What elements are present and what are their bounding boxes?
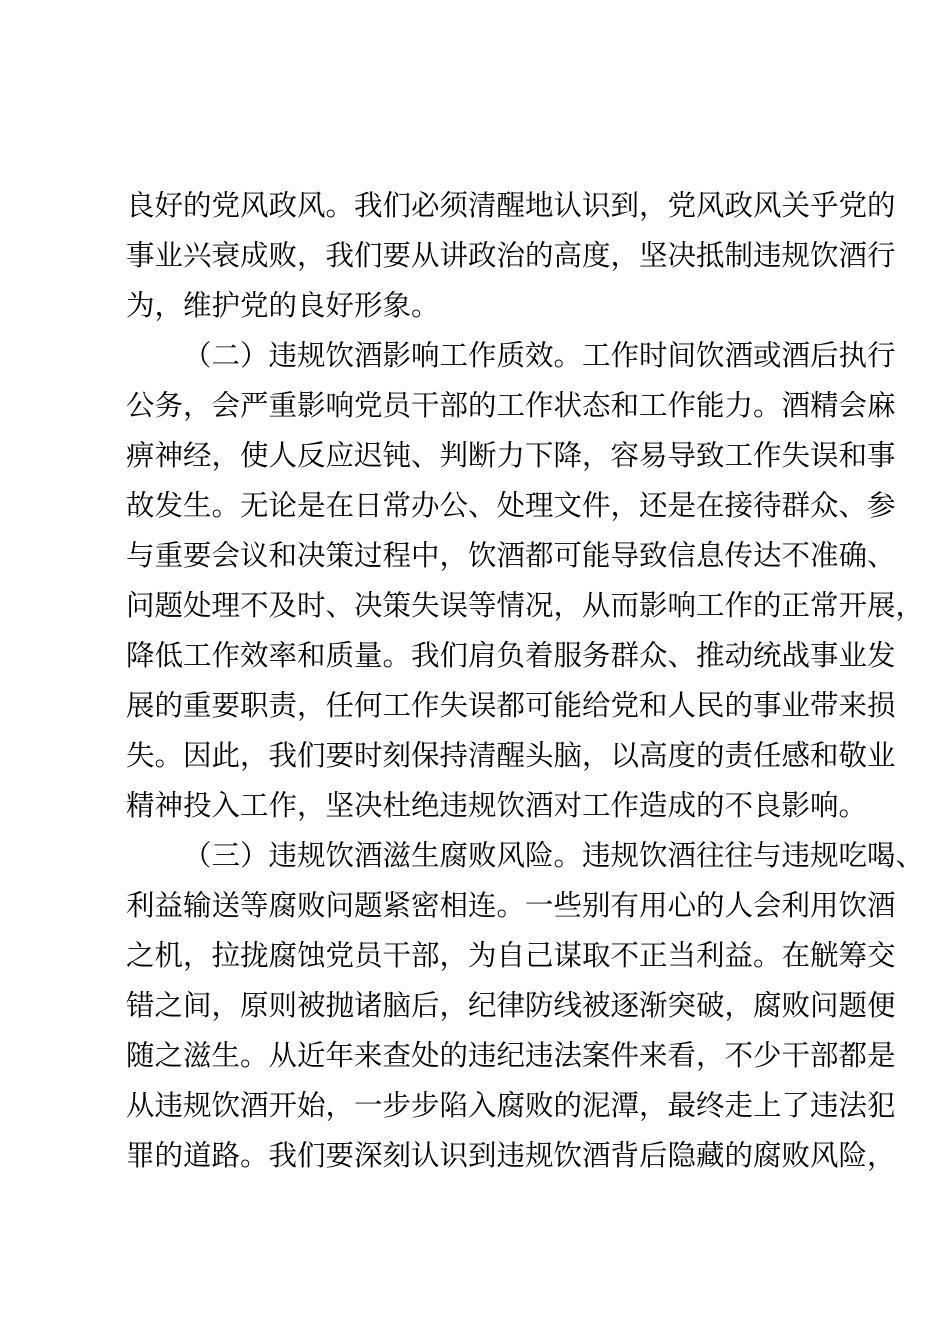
text-line: 降低工作效率和质量。我们肩负着服务群众、推动统战事业发 [126,639,896,672]
paragraph-corruption-risk [126,831,925,1181]
text-line: 问题处理不及时、决策失误等情况，从而影响工作的正常开展， [126,589,925,622]
text-line: 与重要会议和决策过程中，饮酒都可能导致信息传达不准确、 [126,539,896,572]
text-line: 良好的党风政风。我们必须清醒地认识到，党风政风关乎党的 [126,189,896,222]
text-line: 利益输送等腐败问题紧密相连。一些别有用心的人会利用饮酒 [126,889,896,922]
text-line: 之机，拉拢腐蚀党员干部，为自己谋取不正当利益。在觥筹交 [126,939,896,972]
text-line: 失。因此，我们要时刻保持清醒头脑，以高度的责任感和敬业 [126,739,896,772]
text-line: 精神投入工作，坚决杜绝违规饮酒对工作造成的不良影响。 [126,789,868,822]
document-body [126,181,925,1181]
section-heading-line: （二）违规饮酒影响工作质效。工作时间饮酒或酒后执行 [183,339,896,372]
text-line: 为，维护党的良好形象。 [126,289,440,322]
text-line: 错之间，原则被抛诸脑后，纪律防线被逐渐突破，腐败问题便 [126,989,896,1022]
text-line: 从违规饮酒开始，一步步陷入腐败的泥潭，最终走上了违法犯 [126,1089,896,1122]
text-line: 公务，会严重影响党员干部的工作状态和工作能力。酒精会麻 [126,389,896,422]
paragraph-work-quality [126,331,925,831]
text-line: 罪的道路。我们要深刻认识到违规饮酒背后隐藏的腐败风险， [126,1139,896,1172]
text-line: 事业兴衰成败，我们要从讲政治的高度，坚决抵制违规饮酒行 [126,239,896,272]
text-line: 展的重要职责，任何工作失误都可能给党和人民的事业带来损 [126,689,896,722]
text-line: 痹神经，使人反应迟钝、判断力下降，容易导致工作失误和事 [126,439,896,472]
paragraph-party-style [126,181,896,331]
text-line: 随之滋生。从近年来查处的违纪违法案件来看，不少干部都是 [126,1039,896,1072]
section-heading-line: （三）违规饮酒滋生腐败风险。违规饮酒往往与违规吃喝、 [183,839,925,872]
text-line: 故发生。无论是在日常办公、处理文件，还是在接待群众、参 [126,489,896,522]
